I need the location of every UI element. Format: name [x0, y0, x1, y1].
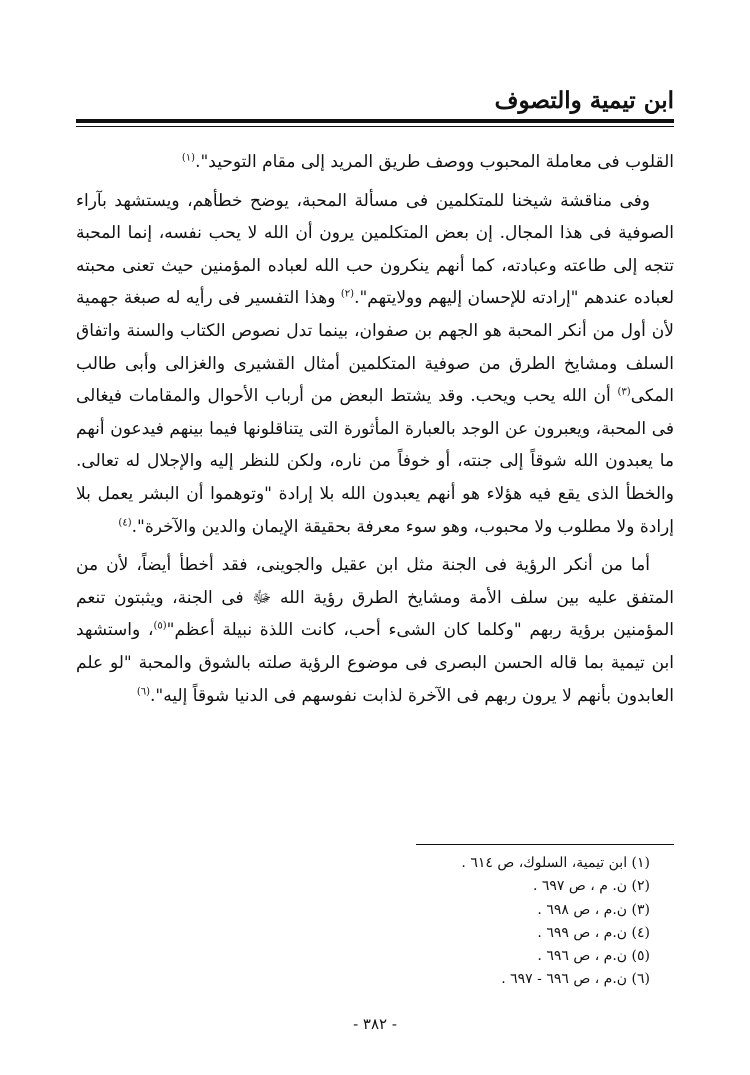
page-number: - ٣٨٢ -: [353, 1015, 397, 1033]
paragraph-1-text: القلوب فى معاملة المحبوب ووصف طريق المريد إلى مقام التوحيد".: [195, 152, 674, 172]
body-text: [76, 146, 674, 718]
paragraph-2-text-a: وفى مناقشة شيخنا للمتكلمين فى مسألة المحبة، يوضح خطأهم، ويستشهد بآراء الصوفية فى هذا المجال. إن بعض المتكلمين يرون أن الله لا يحب نفسه، إنما المحبة تتجه إلى طاعته وعبادته، كما أنهم ينكرون حب الله لعباده المؤمنين حيث تعنى محبته لعباده عندهم "إرادته للإحسان إليهم وولايتهم".: [76, 190, 675, 309]
paragraph-2-text-b: وهذا التفسير فى رأيه له صبغة جهمية لأن أول من أنكر المحبة هو الجهم بن صفوان، بينما تدل نصوص الكتاب والسنة واتفاق السلف ومشايخ الطرق من صوفية المتكلمين أمثال القشيرى والغزالى وأبى طالب المكى: [76, 288, 674, 407]
footnote-5: (٥) ن.م ، ص ٦٩٦ .: [537, 948, 650, 965]
running-header-title: ابن تيمية والتصوف: [494, 87, 674, 114]
paragraph-2: [76, 185, 674, 544]
footnote-ref-1: (١): [181, 152, 196, 164]
paragraph-2-text-c: أن الله يحب ويحب. وقد يشتط البعض من أرباب الأحوال والمقامات فيغالى فى المحبة، ويعبرون عن الوجد بالعبارة المأثورة التى يتناقلونها فيما بينهم فيدعون أنهم ما يعبدون الله شوقاً إلى جنته، أو خوفاً من ناره، ولكن للنظر إليه والإجلال له تعالى. والخطأ الذى يقع فيه هؤلاء هو أنهم يعبدون الله بلا إرادة "وتوهموا أن البشر يعمل بلا إرادة ولا مطلوب ولا محبوب، وهو سوء معرفة بحقيقة الإيمان والدين والآخرة".: [76, 386, 674, 537]
footnote-2: (٢) ن. م ، ص ٦٩٧ .: [532, 878, 650, 895]
header-rule-thick: [76, 119, 674, 123]
footnote-1: (١) ابن تيمية، السلوك، ص ٦١٤ .: [461, 855, 650, 871]
footnote-6: (٦) ن.م ، ص ٦٩٦ - ٦٩٧ .: [501, 971, 650, 988]
paragraph-3-text-b: ، واستشهد ابن تيمية بما قاله الحسن البصرى فى موضوع الرؤية صلته بالشوق والمحبة "لو علم العابدون بأنهم لا يرون ربهم فى الآخرة لذابت نفوسهم فى الدنيا شوقاً إليه".: [76, 620, 674, 706]
footnotes: [76, 852, 650, 992]
header-rule-thin: [76, 126, 674, 127]
paragraph-3-text-a: أما من أنكر الرؤية فى الجنة مثل ابن عقيل والجوينى، فقد أخطأ أيضاً، لأن من المتفق عليه بين سلف الأمة ومشايخ الطرق رؤية الله ﷻ فى الجنة، ويثبتون تنعم المؤمنين برؤية ربهم "وكلما كان الشىء أحب، كانت اللذة نبيلة أعظم": [76, 555, 675, 641]
footnote-ref-6: (٦): [136, 685, 150, 697]
footnote-ref-4: (٤): [118, 516, 132, 528]
paragraph-1: [76, 146, 674, 179]
footnote-ref-3: (٣): [617, 386, 631, 398]
paragraph-3: [76, 549, 674, 712]
footnote-ref-2: (٢): [340, 288, 355, 300]
footnote-separator: [416, 844, 674, 845]
footnote-ref-5: (٥): [153, 620, 167, 632]
footnote-4: (٤) ن.م ، ص ٦٩٩ .: [537, 924, 650, 941]
footnote-3: (٣) ن.م ، ص ٦٩٨ .: [537, 901, 650, 918]
